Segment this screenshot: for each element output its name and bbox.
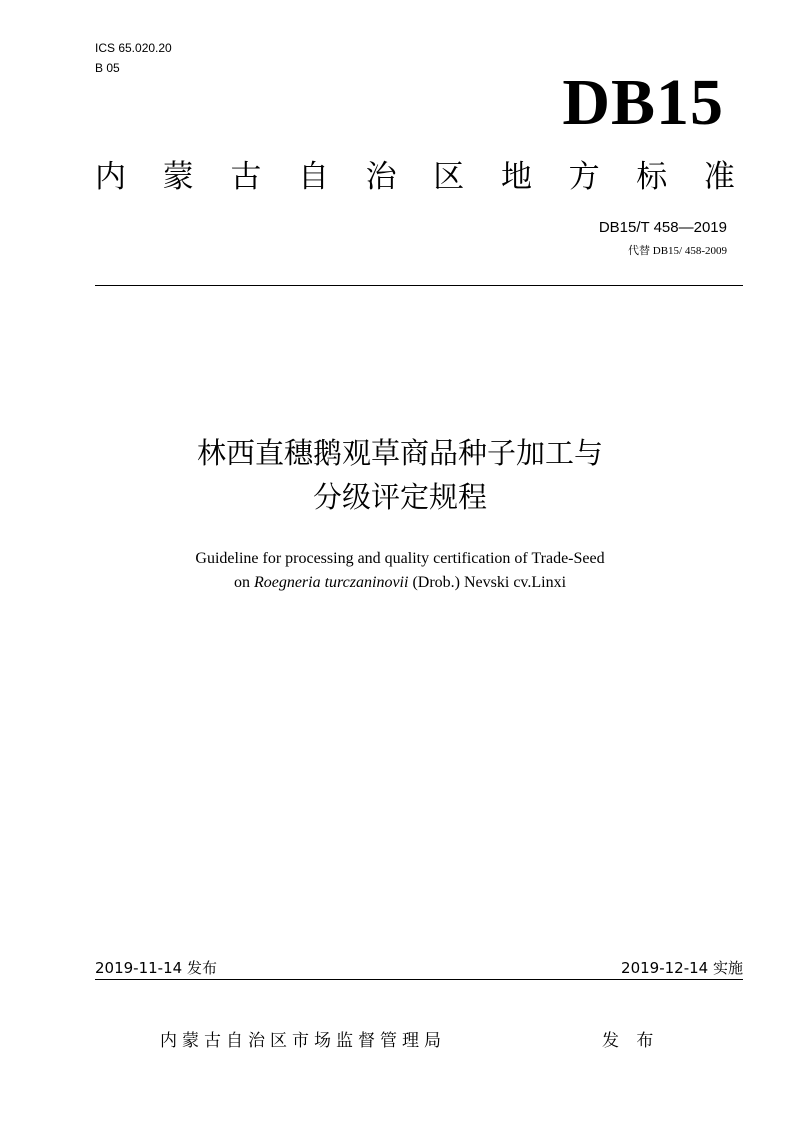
standard-type-char: 蒙 bbox=[162, 159, 194, 195]
standard-type-title bbox=[95, 155, 735, 199]
publish-label: 发 布 bbox=[602, 1031, 660, 1051]
title-cn-line2: 分级评定规程 bbox=[312, 480, 487, 514]
issue-date: 2019-11-14 发布 bbox=[95, 959, 217, 977]
standard-type-char: 古 bbox=[230, 159, 262, 195]
standard-type-char: 内 bbox=[95, 159, 126, 195]
db-logo: DB15 bbox=[562, 66, 724, 139]
title-en-line2 bbox=[0, 572, 800, 594]
title-cn-line1: 林西直穗鹅观草商品种子加工与 bbox=[196, 436, 603, 470]
top-divider bbox=[95, 285, 743, 286]
ics-code: ICS 65.020.20 bbox=[95, 41, 172, 55]
replaces-standard: 代替 DB15/ 458-2009 bbox=[628, 245, 727, 257]
species-name: Roegneria turczaninovii bbox=[253, 574, 409, 591]
standard-number: DB15/T 458—2019 bbox=[598, 219, 727, 236]
publisher-name: 内蒙古自治区市场监督管理局 bbox=[160, 1031, 446, 1051]
title-en-prefix: on bbox=[233, 574, 254, 591]
standard-type-char: 方 bbox=[568, 159, 600, 195]
bottom-divider bbox=[95, 979, 743, 980]
title-en-suffix: (Drob.) Nevski cv.Linxi bbox=[408, 574, 567, 591]
standard-type-char: 地 bbox=[500, 159, 532, 195]
title-en-line1: Guideline for processing and quality certification of Trade-Seed bbox=[195, 550, 605, 567]
standard-type-char: 治 bbox=[365, 159, 397, 195]
implementation-date: 2019-12-14 实施 bbox=[621, 959, 743, 977]
standard-type-char: 准 bbox=[703, 159, 735, 195]
ccs-code: B 05 bbox=[95, 61, 120, 75]
standard-type-char: 区 bbox=[433, 159, 465, 195]
standard-type-char: 标 bbox=[636, 159, 668, 195]
standard-type-char: 自 bbox=[297, 159, 329, 195]
